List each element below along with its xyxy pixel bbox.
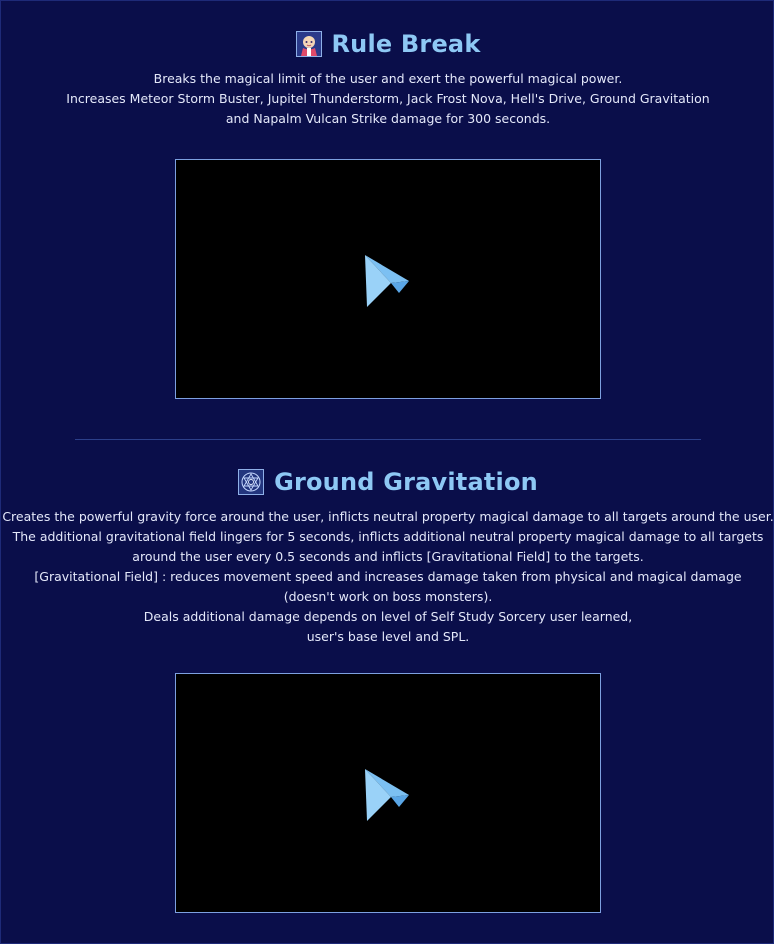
description-line: user's base level and SPL.	[306, 629, 470, 644]
play-icon[interactable]	[361, 767, 413, 823]
play-icon[interactable]	[361, 253, 413, 309]
section-divider	[75, 439, 701, 440]
skill-section-ground-gravitation	[1, 465, 774, 647]
description-line: Deals additional damage depends on level of Self Study Sorcery user learned,	[143, 609, 633, 624]
skill-section-rule-break	[1, 27, 774, 129]
skill-header	[1, 27, 774, 61]
skill-title: Ground Gravitation	[274, 468, 538, 496]
description-line: [Gravitational Field] : reduces movement speed and increases damage taken from physical and magical damage	[34, 569, 742, 584]
skill-video-rule-break[interactable]	[175, 159, 601, 399]
gravity-rune-icon	[238, 469, 264, 495]
description-line: Increases Meteor Storm Buster, Jupitel Thunderstorm, Jack Frost Nova, Hell's Drive, Ground Gravitation	[66, 91, 710, 106]
description-line: Creates the powerful gravity force around the user, inflicts neutral property magical damage to all targets around the user.	[2, 509, 774, 524]
skill-description	[1, 69, 774, 129]
description-line: and Napalm Vulcan Strike damage for 300 seconds.	[225, 111, 551, 126]
skill-title: Rule Break	[331, 30, 481, 58]
description-line: around the user every 0.5 seconds and inflicts [Gravitational Field] to the targets.	[132, 549, 644, 564]
mage-portrait-icon	[296, 31, 322, 57]
description-line: Breaks the magical limit of the user and exert the powerful magical power.	[153, 71, 623, 86]
skill-video-ground-gravitation[interactable]	[175, 673, 601, 913]
description-line: The additional gravitational field lingers for 5 seconds, inflicts additional neutral property magical damage to all targets	[12, 529, 764, 544]
skill-description	[1, 507, 774, 647]
description-line: (doesn't work on boss monsters).	[283, 589, 493, 604]
skill-header	[1, 465, 774, 499]
